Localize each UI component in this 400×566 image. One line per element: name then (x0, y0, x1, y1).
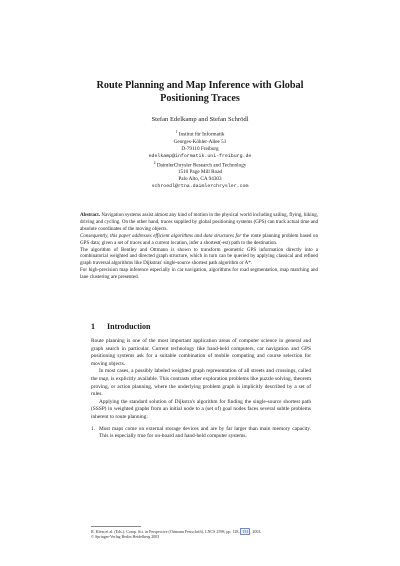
body-emphasis-map: map (98, 375, 109, 382)
title-line-1: Route Planning and Map Inference with Global (96, 80, 304, 91)
affiliation-2-email[interactable]: schroedl@rtna.daimlerchrysler.com (151, 184, 249, 190)
body-text (91, 338, 311, 441)
abstract-paragraph-3: The algorithm of Bentley and Ottmann is shown to transform geometric GPS information directly into a combinatorial weighted and directed graph structure, which in turn can be queried by applying classical and refined graph traversal algorithms like Dijkstras' single-source shortest path algorithm or A*. (80, 246, 318, 267)
paper-title (60, 79, 340, 105)
affiliation-1-institute (60, 129, 340, 139)
body-paragraph-2-text-a: In most cases, a possibly labeled weighted graph representation of all streets and crossings, called the (91, 368, 311, 382)
list-item-text: Most maps come on external storage devices and are by far larger than main memory capacity. This is especially true for on-board and hand-held computer systems. (99, 425, 311, 440)
abstract-italic-text: Consequently, this paper addresses efficient algorithms and data structures for (80, 232, 242, 239)
section-title: Introduction (107, 322, 151, 331)
affiliation-2-number: 2 (153, 160, 156, 165)
abstract-text-2: the route planning problem based on GPS data; given a set of traces and a current location, infer a shortest(-est) path to the destination. (80, 232, 318, 246)
section-heading (91, 322, 150, 331)
title-line-2: Positioning Traces (160, 93, 240, 104)
footer-citation-text-b: , 2003. (250, 529, 262, 534)
affiliation-1-name: Institut für Informatik (178, 131, 225, 138)
footer-page-highlight[interactable]: 151 (242, 529, 249, 534)
affiliation-1-number: 1 (175, 130, 178, 134)
footer-copyright: © Springer-Verlag Berlin Heidelberg 2003 (91, 534, 160, 540)
author-names: Stefan Edelkamp and Stefan Schrödl (151, 116, 249, 123)
affiliation-1-email[interactable]: edelkamp@informatik.uni-freiburg.de (148, 153, 252, 159)
abstract-label: Abstract. (80, 212, 101, 218)
numbered-list (91, 426, 311, 441)
abstract-paragraph-2 (80, 233, 318, 247)
affiliation-2-name: DaimlerChrysler Research and Technology (156, 162, 247, 169)
affiliation-1-address-1: Georges-Köhler-Allee 51 (173, 138, 227, 145)
abstract-paragraph-1 (80, 212, 318, 233)
body-paragraph-2-text-b: , is explicitly available. This contrasts other exploration problems like puzzle solving, theorem proving, or action planning, where the underlying problem graph is implicitly described by a set of rules. (91, 375, 311, 398)
abstract (80, 212, 318, 281)
affiliation-2-address-2: Palo Alto, CA 94303 (178, 176, 222, 183)
affiliations (60, 129, 340, 190)
affiliation-2-address-1: 1510 Page Mill Road (177, 169, 223, 176)
affiliation-1-address-2: D-79110 Freiburg (181, 145, 219, 152)
abstract-paragraph-4: For high-precision map inference especially in car navigation, algorithms for road segmentation, map matching and lane clustering are presented. (80, 267, 318, 281)
list-item (91, 426, 311, 441)
footer (91, 529, 311, 539)
footer-rule (91, 526, 141, 527)
section-number: 1 (91, 322, 95, 331)
body-paragraph-3: Applying the standard solution of Dijkstra's algorithm for finding the single-source shortest path (SSSP) in weighted graphs from an initial node to a (set of) goal nodes faces several subtle problems inherent to route planning: (91, 398, 311, 420)
footer-citation-text-a: R. Klein et al. (Eds.): Comp. Sci. in Perspective (Ottmann Festschrift), LNCS 2598, pp. 128– (91, 529, 241, 534)
list-item-number: 1. (91, 425, 96, 432)
affiliation-2-institute (60, 160, 340, 170)
body-paragraph-1: Route planning is one of the most important application areas of computer science in general and graph search in particular. Current technology like hand-held computers, car navigation and GPS positioning systems ask for a suitable combination of mobile computing and course selection for moving objects. (91, 338, 311, 367)
body-paragraph-2 (91, 368, 311, 398)
abstract-text-1: Navigation systems assist almost any kind of motion in the physical world including sailing, flying, hiking, driving and cycling. On the other hand, traces supplied by global positioning systems (GPS) can track actual time and absolute coordinates of the moving objects. (80, 212, 318, 232)
